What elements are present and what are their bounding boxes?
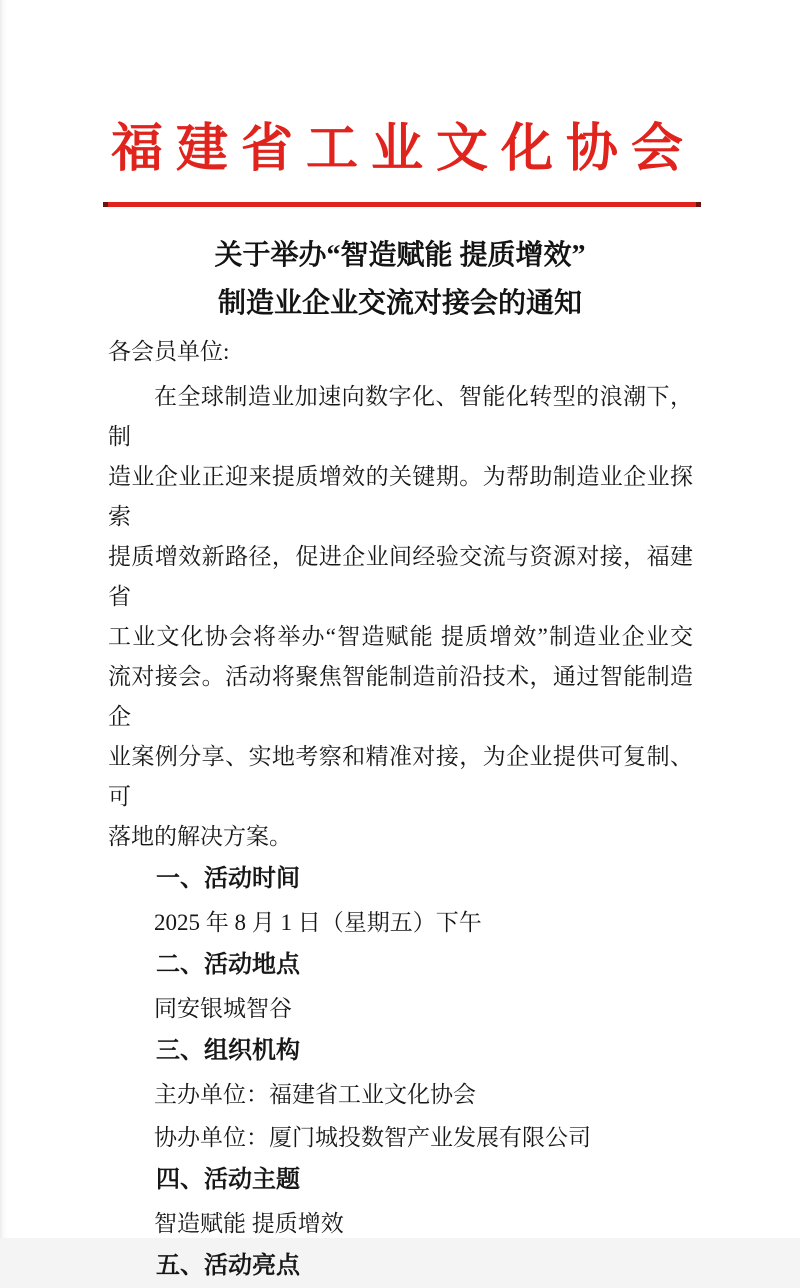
notice-body <box>108 331 693 1288</box>
notice-title <box>0 232 800 328</box>
section-heading-activity-time: 一、活动时间 <box>156 866 300 892</box>
section-heading-activity-venue: 二、活动地点 <box>156 952 300 978</box>
letterhead-org-name: 福建省工业文化协会 <box>111 121 683 178</box>
notice-title-line-2: 制造业企业交流对接会的通知 <box>217 288 582 319</box>
paragraph-line: 流对接会。活动将聚焦智能制造前沿技术，通过智能制造企 <box>108 664 693 729</box>
intro-paragraph <box>108 377 693 857</box>
section-text-activity-time: 2025 年 8 月 1 日（星期五）下午 <box>154 910 482 935</box>
section-text-activity-theme: 智造赋能 提质增效 <box>154 1211 344 1236</box>
paragraph-line: 在全球制造业加速向数字化、智能化转型的浪潮下，制 <box>108 384 693 449</box>
section-text-co-organizer: 协办单位：厦门城投数智产业发展有限公司 <box>154 1125 591 1150</box>
paragraph-line: 造业企业正迎来提质增效的关键期。为帮助制造业企业探索 <box>108 464 693 529</box>
section-heading-organizers: 三、组织机构 <box>156 1038 300 1064</box>
paragraph-line: 工业文化协会将举办“智造赋能 提质增效”制造业企业交 <box>108 624 693 649</box>
notice-title-line-1: 关于举办“智造赋能 提质增效” <box>214 240 586 271</box>
paragraph-line: 落地的解决方案。 <box>108 824 292 849</box>
notice-sections <box>108 858 693 1288</box>
section-text-host-organizer: 主办单位：福建省工业文化协会 <box>154 1082 476 1107</box>
section-heading-activity-theme: 四、活动主题 <box>156 1167 300 1193</box>
section-text-activity-venue: 同安银城智谷 <box>154 996 292 1021</box>
salutation: 各会员单位: <box>108 339 230 364</box>
letterhead-divider-rule <box>103 202 701 207</box>
paragraph-line: 提质增效新路径，促进企业间经验交流与资源对接，福建省 <box>108 544 693 609</box>
paragraph-line: 业案例分享、实地考察和精准对接，为企业提供可复制、可 <box>108 744 693 809</box>
section-heading-activity-highlights: 五、活动亮点 <box>156 1253 300 1279</box>
